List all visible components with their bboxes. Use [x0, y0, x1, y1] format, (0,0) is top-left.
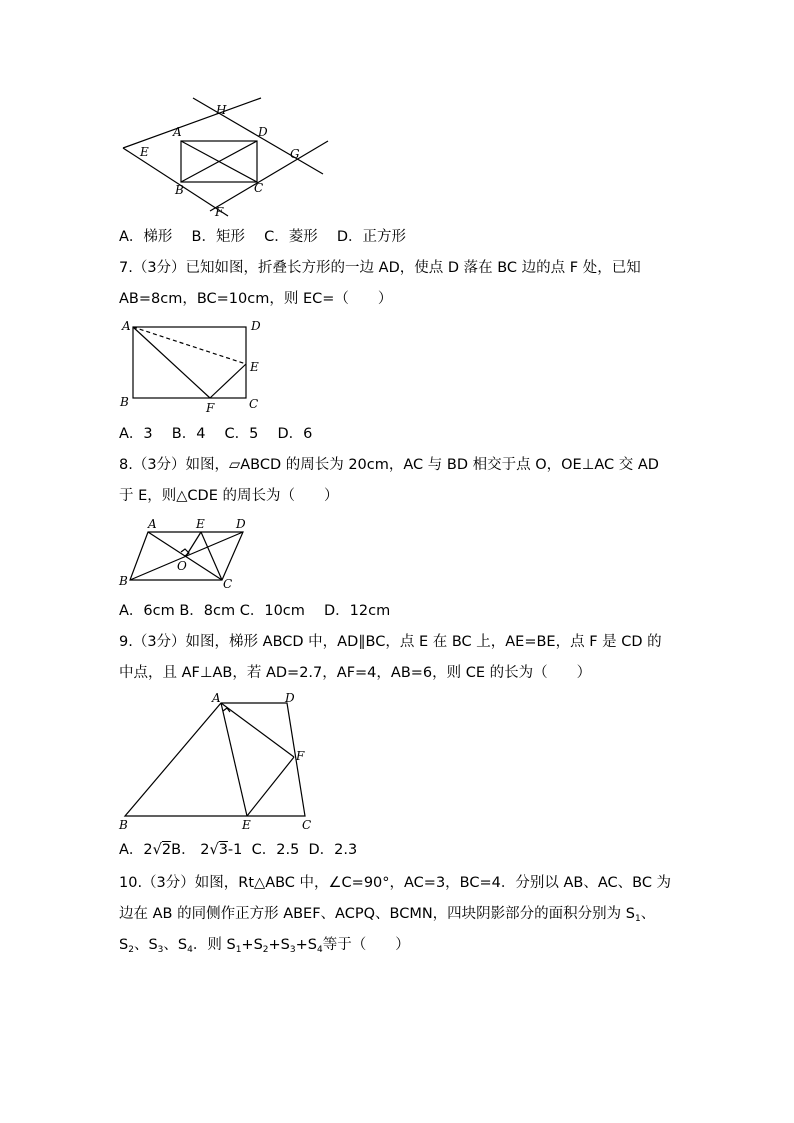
q9-option-a-prefix: A．	[119, 842, 144, 858]
q8-label-c: C	[223, 577, 233, 591]
q6-label-d: D	[258, 125, 268, 139]
q9-option-b-coef: 2	[200, 842, 210, 858]
q10-s4: 、S	[163, 937, 188, 953]
q9-label-d: D	[285, 691, 295, 705]
q10-s4-sub: 4	[187, 945, 193, 955]
q6-label-g: G	[290, 147, 300, 161]
q10-m3: 3	[289, 945, 296, 955]
q9-option-a-coef: 2	[143, 842, 153, 858]
q6-figure	[118, 96, 333, 221]
q6-label-c: C	[254, 181, 264, 195]
q9-option-b-label: B．	[171, 842, 196, 858]
q9-options: A．2√2B． 2√3-1 C．2.5 D．2.3	[119, 842, 358, 858]
q8-label-a: A	[148, 517, 157, 531]
q8-figure	[118, 514, 258, 592]
q6-options: A．梯形 B．矩形 C．菱形 D．正方形	[119, 229, 406, 245]
q10-end: 等于（ ）	[322, 937, 410, 953]
q7-figure	[118, 316, 268, 416]
q9-option-c: C．2.5	[251, 842, 300, 858]
q9-label-b: B	[119, 818, 128, 832]
q10-text-line1: 10.（3分）如图，Rt△ABC 中，∠C=90°，AC=3，BC=4．分别以 AB、AC、BC 为	[119, 875, 672, 891]
q8-text-line2: 于 E，则△CDE 的周长为（ ）	[119, 488, 339, 504]
q6-label-f: F	[215, 205, 224, 219]
q8-text-line1: 8.（3分）如图，▱ABCD 的周长为 20cm，AC 与 BD 相交于点 O，OE⊥AC 交 AD	[119, 457, 659, 473]
q6-label-a: A	[173, 125, 182, 139]
q7-label-a: A	[122, 319, 131, 333]
q9-option-a-radicand: 2	[161, 842, 172, 858]
q8-label-o: O	[177, 559, 187, 573]
q9-label-f: F	[296, 749, 305, 763]
q9-option-b-radicand: 3	[218, 842, 228, 858]
q6-label-b: B	[175, 183, 184, 197]
q6-label-e: E	[140, 145, 149, 159]
q10-p4: +S	[295, 937, 317, 953]
q10-s3: 、S	[133, 937, 158, 953]
q10-line2-end: 、	[640, 906, 656, 922]
q10-s2-sub: 2	[128, 945, 134, 955]
q10-s3-sub: 3	[157, 945, 164, 955]
q7-label-d: D	[251, 319, 261, 333]
q10-line2-sub: 1	[635, 914, 641, 924]
q7-text-line1: 7.（3分）已知如图，折叠长方形的一边 AD，使点 D 落在 BC 边的点 F 处，已知	[119, 260, 641, 276]
q9-label-a: A	[212, 691, 221, 705]
q7-label-b: B	[120, 395, 129, 409]
q10-s2: S	[119, 937, 129, 953]
q9-text-line1: 9.（3分）如图，梯形 ABCD 中，AD∥BC，点 E 在 BC 上，AE=BE，点 F 是 CD 的	[119, 634, 662, 650]
q10-p3: +S	[268, 937, 290, 953]
q9-text-line2: 中点，且 AF⊥AB，若 AD=2.7，AF=4，AB=6，则 CE 的长为（ ）	[119, 665, 592, 681]
q9-option-d: D．2.3	[308, 842, 358, 858]
q10-text-line2	[119, 904, 655, 929]
q10-text-line3	[119, 935, 410, 960]
q10-m4: 4	[316, 945, 323, 955]
q7-label-f: F	[206, 401, 215, 415]
q8-label-e: E	[196, 517, 205, 531]
q8-label-b: B	[119, 574, 128, 588]
q10-p2: +S	[241, 937, 263, 953]
q9-label-c: C	[302, 818, 312, 832]
q10-mid: ．则 S	[192, 937, 236, 953]
q10-line2-text: 边在 AB 的同侧作正方形 ABEF、ACPQ、BCMN，四块阴影部分的面积分别为 S	[119, 906, 635, 922]
q9-label-e: E	[242, 818, 251, 832]
q7-label-e: E	[250, 360, 259, 374]
q7-options: A．3 B．4 C．5 D．6	[119, 426, 313, 442]
q10-m2: 2	[262, 945, 269, 955]
q7-label-c: C	[249, 397, 259, 411]
q6-label-h: H	[216, 103, 227, 117]
q8-options: A．6cm B．8cm C．10cm D．12cm	[119, 603, 391, 619]
q9-option-b-tail: -1	[227, 842, 243, 858]
q8-label-d: D	[236, 517, 246, 531]
q10-m1: 1	[235, 945, 242, 955]
q7-text-line2: AB=8cm，BC=10cm，则 EC=（ ）	[119, 291, 393, 307]
q9-figure	[114, 690, 324, 835]
